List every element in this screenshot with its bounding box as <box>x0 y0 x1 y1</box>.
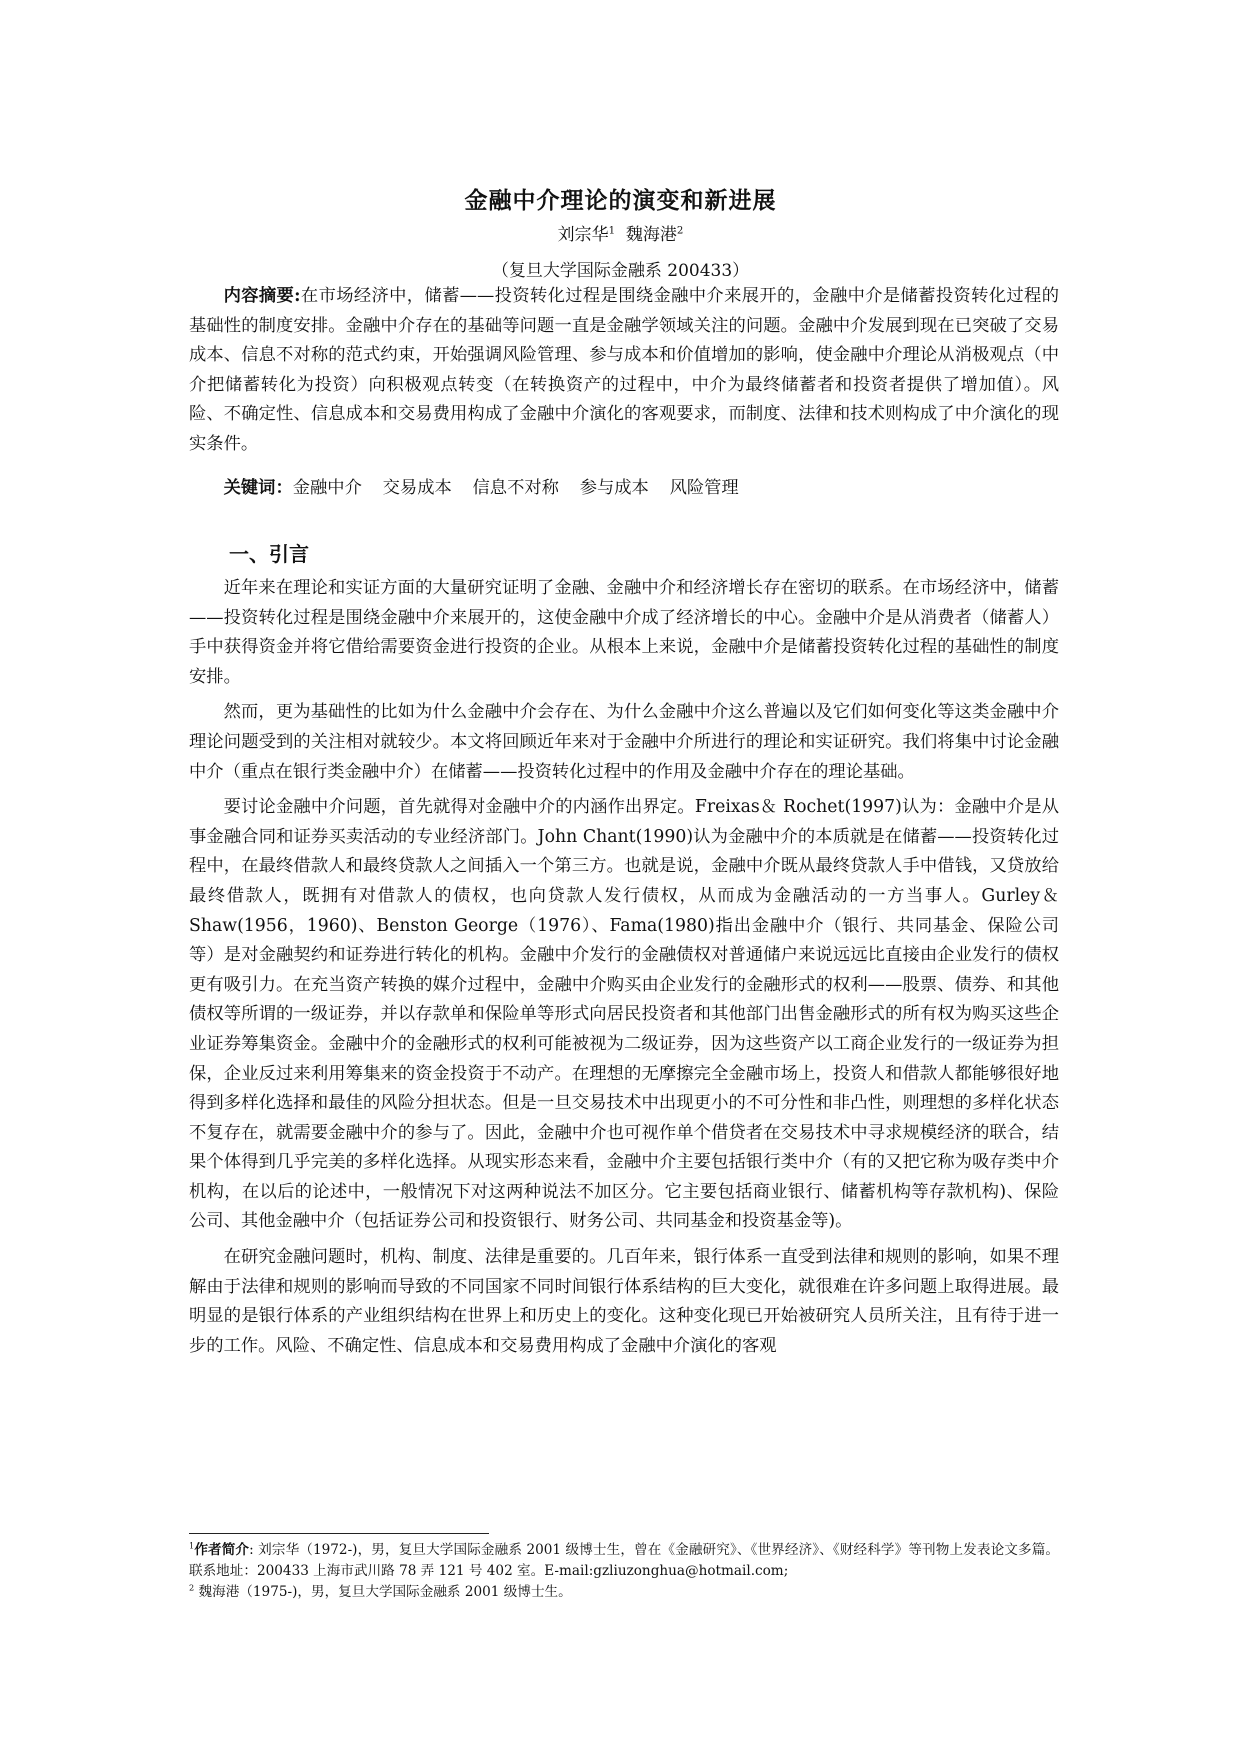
footnote-2-mark: 2 <box>189 1582 195 1593</box>
keyword: 信息不对称 <box>472 478 559 498</box>
author-2-mark: 2 <box>676 225 684 237</box>
footnote-1 <box>189 1540 1059 1582</box>
footnote-2-text: 魏海港（1975-)，男，复旦大学国际金融系 2001 级博士生。 <box>194 1584 572 1600</box>
abstract-text: 在市场经济中，储蓄——投资转化过程是围绕金融中介来展开的，金融中介是储蓄投资转化过程的基础性的制度安排。金融中介存在的基础等问题一直是金融学领域关注的问题。金融中介发展到现在已突破了交易成本、信息不对称的范式约束，开始强调风险管理、参与成本和价值增加的影响，使金融中介理论从消极观点（中介把储蓄转化为投资）向积极观点转变（在转换资产的过程中，中介为最终储蓄者和投资者提供了增加值）。风险、不确定性、信息成本和交易费用构成了金融中介演化的客观要求，而制度、法律和技术则构成了中介演化的现实条件。 <box>189 286 1059 454</box>
paper-title: 金融中介理论的演变和新进展 <box>464 187 777 214</box>
footnote-1-text: : 刘宗华（1972-)，男，复旦大学国际金融系 2001 级博士生，曾在《金融研究》、《世界经济》、《财经科学》等刊物上发表论文多篇。联系地址：200433 上海市武川路 78 弄 121 号 402 室。E-mail:gzliuzonghua@hotmail.com; <box>189 1542 1059 1579</box>
footnotes <box>189 1540 1059 1603</box>
affiliation: （复旦大学国际金融系 200433） <box>491 261 750 281</box>
abstract-label: 内容摘要: <box>223 286 301 306</box>
section-heading <box>189 540 1059 570</box>
footnote-2 <box>189 1582 1059 1603</box>
keywords <box>189 474 1059 504</box>
section-heading-text: 一、引言 <box>229 542 309 566</box>
keywords-label: 关键词： <box>223 478 293 498</box>
footnote-1-mark: 1 <box>189 1540 195 1551</box>
keyword: 参与成本 <box>579 478 649 498</box>
section-body <box>189 574 1059 1367</box>
keyword: 金融中介 <box>292 478 362 498</box>
abstract <box>189 282 1059 460</box>
paragraph: 要讨论金融中介问题，首先就得对金融中介的内涵作出界定。Freixas＆ Rochet(1997)认为：金融中介是从事金融合同和证券买卖活动的专业经济部门。John Chant(1990)认为金融中介的本质就是在储蓄——投资转化过程中，在最终借款人和最终贷款人之间插入一个第三方。也就是说，金融中介既从最终贷款人手中借钱，又贷放给最终借款人，既拥有对借款人的债权，也向贷款人发行债权，从而成为金融活动的一方当事人。Gurley＆Shaw(1956，1960)、Benston George（1976）、Fama(1980)指出金融中介（银行、共同基金、保险公司等）是对金融契约和证券进行转化的机构。金融中介发行的金融债权对普通储户来说远远比直接由企业发行的债权更有吸引力。在充当资产转换的媒介过程中，金融中介购买由企业发行的金融形式的权利——股票、债券、和其他债权等所谓的一级证券，并以存款单和保险单等形式向居民投资者和其他部门出售金融形式的所有权为购买这些企业证券筹集资金。金融中介的金融形式的权利可能被视为二级证券，因为这些资产以工商企业发行的一级证券为担保，企业反过来利用筹集来的资金投资于不动产。在理想的无摩擦完全金融市场上，投资人和借款人都能够很好地得到多样化选择和最佳的风险分担状态。但是一旦交易技术中出现更小的不可分性和非凸性，则理想的多样化状态不复存在，就需要金融中介的参与了。因此，金融中介也可视作单个借贷者在交易技术中寻求规模经济的联合，结果个体得到几乎完美的多样化选择。从现实形态来看，金融中介主要包括银行类中介（有的又把它称为吸存类中介机构，在以后的论述中，一般情况下对这两种说法不加区分。它主要包括商业银行、储蓄机构等存款机构)、保险公司、其他金融中介（包括证券公司和投资银行、财务公司、共同基金和投资基金等)。 <box>189 797 1059 1232</box>
author-line <box>0 220 1241 245</box>
keyword: 风险管理 <box>669 478 739 498</box>
footnote-1-label: 作者简介 <box>194 1542 250 1558</box>
author-1: 刘宗华 <box>557 225 609 245</box>
paragraph: 近年来在理论和实证方面的大量研究证明了金融、金融中介和经济增长存在密切的联系。在市场经济中，储蓄——投资转化过程是围绕金融中介来展开的，这使金融中介成了经济增长的中心。金融中介是从消费者（储蓄人）手中获得资金并将它借给需要资金进行投资的企业。从根本上来说，金融中介是储蓄投资转化过程的基础性的制度安排。 <box>189 578 1059 687</box>
keyword: 交易成本 <box>382 478 452 498</box>
author-2: 魏海港 <box>625 225 677 245</box>
paragraph: 然而，更为基础性的比如为什么金融中介会存在、为什么金融中介这么普遍以及它们如何变化等这类金融中介理论问题受到的关注相对就较少。本文将回顾近年来对于金融中介所进行的理论和实证研究。我们将集中讨论金融中介（重点在银行类金融中介）在储蓄——投资转化过程中的作用及金融中介存在的理论基础。 <box>189 702 1059 782</box>
footnote-divider <box>189 1533 489 1534</box>
author-1-mark: 1 <box>608 225 616 237</box>
paragraph: 在研究金融问题时，机构、制度、法律是重要的。几百年来，银行体系一直受到法律和规则的影响，如果不理解由于法律和规则的影响而导致的不同国家不同时间银行体系结构的巨大变化，就很难在许多问题上取得进展。最明显的是银行体系的产业组织结构在世界上和历史上的变化。这种变化现已开始被研究人员所关注，且有待于进一步的工作。风险、不确定性、信息成本和交易费用构成了金融中介演化的客观 <box>189 1247 1059 1356</box>
